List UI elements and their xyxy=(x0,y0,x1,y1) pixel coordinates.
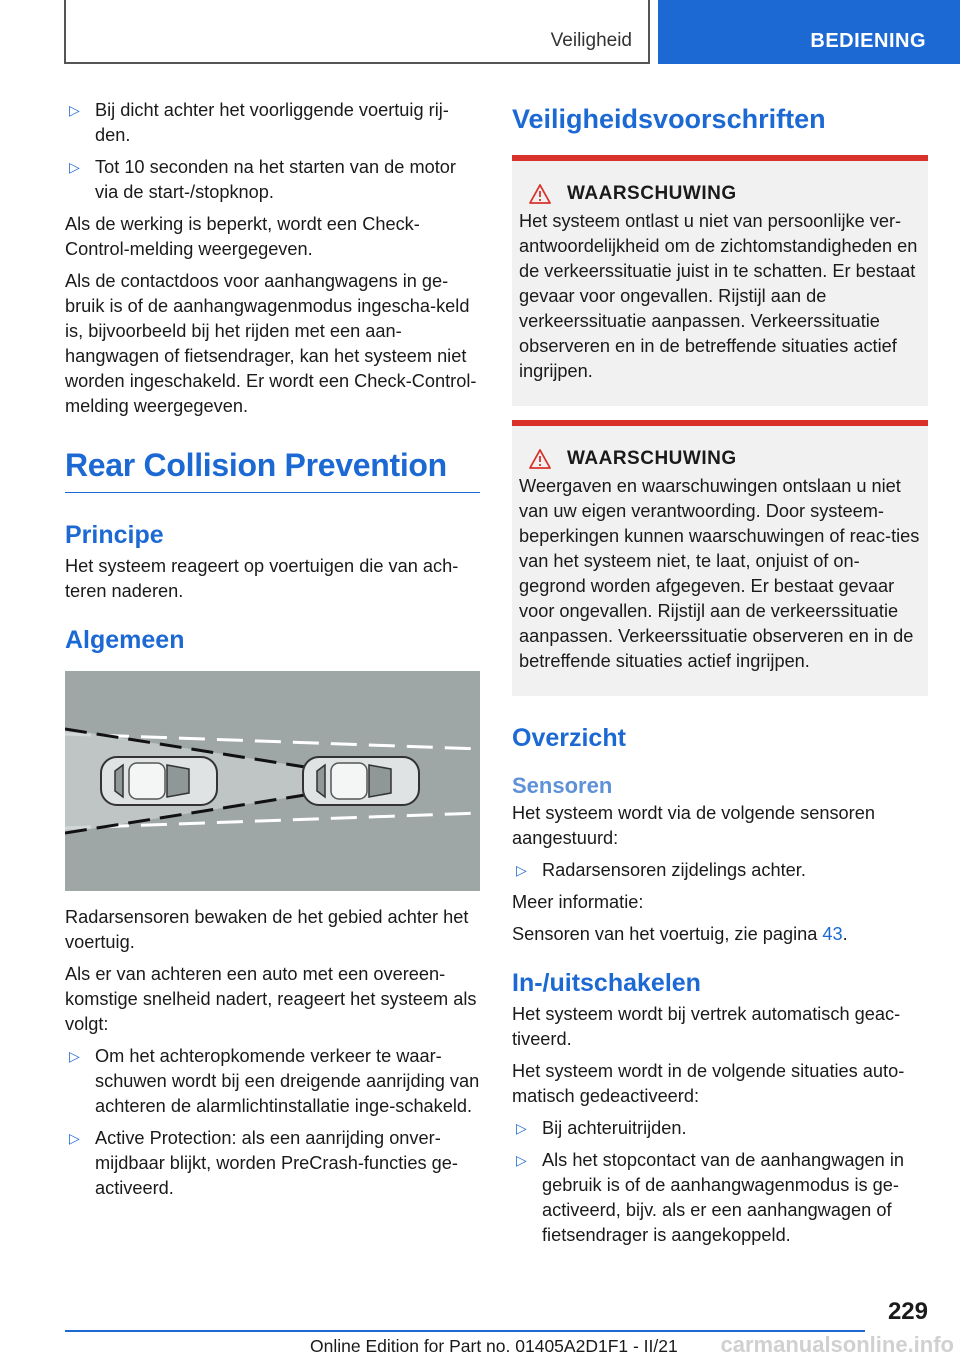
right-column xyxy=(512,98,928,1255)
page-reference-link[interactable]: 43 xyxy=(822,924,843,944)
list-item: ▷ Active Protection: als een aanrijding onver-mijdbaar blijkt, worden PreCrash-functies ge-activeerd. xyxy=(69,1128,458,1198)
road-cars-icon xyxy=(65,671,480,891)
triangle-bullet-icon: ▷ xyxy=(516,1120,527,1136)
paragraph: Als er van achteren een auto met een overeen-komstige snelheid nadert, reageert het systeem als volgt: xyxy=(65,964,477,1034)
subsection-title-overzicht: Overzicht xyxy=(512,724,626,752)
list-item: ▷ Radarsensoren zijdelings achter. xyxy=(512,858,928,883)
left-column xyxy=(65,98,480,1208)
paragraph: Het systeem wordt bij vertrek automatisch geac-tiveerd. xyxy=(512,1004,901,1049)
warning-text: Het systeem ontlast u niet van persoonlijke ver-antwoordelijkheid om de zichtomstandigheden en de verkeerssituatie juist in te schatten. Er bestaat gevaar voor ongevallen. Rijstijl aan de verkeerssituatie aanpassen. Verkeerssituatie observeren en in de betreffende situaties actief ingrijpen. xyxy=(519,211,918,381)
list-item: ▷ Om het achteropkomende verkeer te waar-schuwen wordt bij een dreigende aanrijding van achteren de alarmlichtinstallatie inge-schakeld. xyxy=(69,1046,480,1116)
warning-title: WAARSCHUWING xyxy=(567,183,737,204)
paragraph: Het systeem wordt in de volgende situaties auto-matisch gedeactiveerd: xyxy=(512,1061,905,1106)
subsubsection-title-sensoren: Sensoren xyxy=(512,773,613,798)
header-section-title: Veiligheid xyxy=(550,30,632,51)
rear-collision-illustration xyxy=(65,671,480,891)
paragraph: Als de werking is beperkt, wordt een Check-Control-melding weergegeven. xyxy=(65,214,420,259)
warning-text: Weergaven en waarschuwingen ontslaan u niet van uw eigen verantwoording. Door systeem-beperkingen kunnen waarschuwingen of reac-ties van het systeem niet, te laat, onjuist of on-gegrond worden afgegeven. Er bestaat gevaar voor ongevallen. Rijstijl aan de verkeerssituatie aanpassen. Verkeerssituatie observeren en in de betreffende situaties actief ingrijpen. xyxy=(519,476,920,671)
list-item: ▷ Als het stopcontact van de aanhangwagen in gebruik is of de aanhangwagenmodus is ge-activeerd, bijv. als er een aanhangwagen of fietsendrager is aangekoppeld. xyxy=(516,1150,904,1245)
footer-edition: Online Edition for Part no. 01405A2D1F1 - II/21 xyxy=(310,1336,678,1356)
warning-box-1 xyxy=(512,155,928,406)
section-title: Rear Collision Prevention xyxy=(65,447,480,493)
subsection-title-principe: Principe xyxy=(65,521,164,549)
subsection-title-inuitschakelen: In-/uitschakelen xyxy=(512,969,701,997)
warning-box-2 xyxy=(512,420,928,696)
list-item: ▷ Tot 10 seconden na het starten van de motor via de start-/stopknop. xyxy=(69,157,456,202)
paragraph: Het systeem wordt via de volgende sensoren aangestuurd: xyxy=(512,803,875,848)
header-chapter-tab[interactable]: BEDIENING xyxy=(658,0,960,64)
paragraph: Meer informatie: xyxy=(512,892,644,912)
triangle-bullet-icon: ▷ xyxy=(516,1152,527,1168)
triangle-bullet-icon: ▷ xyxy=(69,102,80,118)
paragraph-reference: Sensoren van het voertuig, zie pagina 43. xyxy=(512,924,848,944)
triangle-bullet-icon: ▷ xyxy=(516,862,527,878)
paragraph: Als de contactdoos voor aanhangwagens in ge-bruik is of de aanhangwagenmodus ingescha-keld is, bijvoorbeeld bij het rijden met een aan-hangwagen of fietsendrager, kan het systeem niet worden ingeschakeld. Er wordt een Check-Control-melding weergegeven. xyxy=(65,271,477,416)
paragraph: Het systeem reageert op voertuigen die van ach-teren naderen. xyxy=(65,556,459,601)
triangle-bullet-icon: ▷ xyxy=(69,159,80,175)
watermark: carmanualsonline.info xyxy=(720,1332,954,1357)
paragraph: Radarsensoren bewaken de het gebied achter het voertuig. xyxy=(65,907,469,952)
header-section-box xyxy=(64,0,650,64)
subsection-title-algemeen: Algemeen xyxy=(65,626,185,654)
triangle-bullet-icon: ▷ xyxy=(69,1048,80,1064)
warning-triangle-icon xyxy=(529,184,551,204)
warning-triangle-icon xyxy=(529,449,551,469)
bullet-list-inuit xyxy=(512,1116,928,1248)
bullet-list-sensoren xyxy=(512,858,928,883)
warning-title: WAARSCHUWING xyxy=(567,448,737,469)
triangle-bullet-icon: ▷ xyxy=(69,1130,80,1146)
page-number: 229 xyxy=(887,1298,928,1325)
bullet-list-top xyxy=(65,98,480,205)
safety-section-title: Veiligheidsvoorschriften xyxy=(512,104,826,134)
bullet-list-bottom xyxy=(65,1044,480,1201)
list-item: ▷ Bij achteruitrijden. xyxy=(512,1116,928,1141)
list-item: ▷ Bij dicht achter het voorliggende voertuig rij-den. xyxy=(69,100,449,145)
